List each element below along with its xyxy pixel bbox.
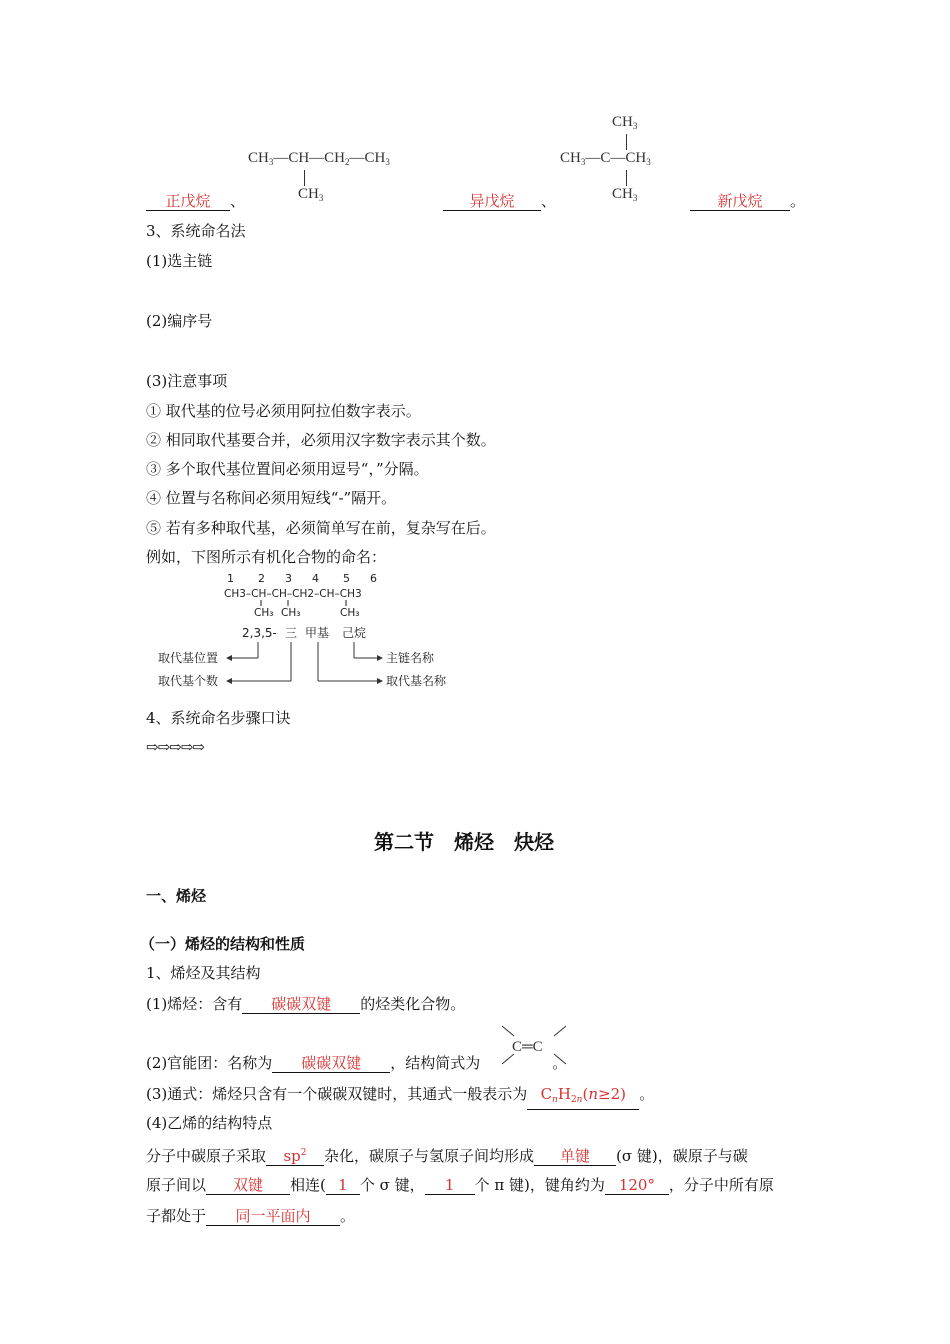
name-positions: 2,3,5- <box>242 626 277 640</box>
label-sub-name: 取代基名称 <box>386 674 447 688</box>
svg-text:C═C: C═C <box>512 1039 543 1055</box>
subsection-heading: （一）烯烃的结构和性质 <box>140 935 306 953</box>
arrow-chain: ⇨⇨⇨⇨⇨ <box>146 738 204 756</box>
answer-same-plane: 同一平面内 <box>206 1207 340 1226</box>
chain-number: 6 <box>370 572 377 585</box>
answer-double-bond-name: 碳碳双键 <box>272 1054 390 1073</box>
separator: 、 <box>230 192 246 210</box>
bond-line <box>304 170 305 186</box>
neopentane-bot: $CH_3$ <box>612 186 638 203</box>
para-line-3: 子都处于 同一平面内 。 <box>146 1207 356 1225</box>
neopentane-mid: $CH_3—C—CH_3$ <box>560 150 651 167</box>
para-line-2: 原子间以 双键 相连( 1 个 σ 键， 1 个 π 键)，键角约为 120° ，分子中所有原 <box>146 1176 774 1194</box>
item-heading: 1、烯烃及其结构 <box>146 964 261 982</box>
rule-2: ② 相同取代基要合并，必须用汉字数字表示其个数。 <box>146 431 496 449</box>
answer-double: 双键 <box>206 1176 290 1195</box>
answer-sp2: $sp^2$ <box>266 1144 324 1166</box>
isopentane-branch: $CH_3$ <box>298 186 324 203</box>
isomer-answer-iso <box>443 190 556 211</box>
answer-double-bond: 碳碳双键 <box>242 995 360 1014</box>
period: 。 <box>790 192 806 210</box>
step-notes: (3)注意事项 <box>146 372 228 390</box>
rule-1: ① 取代基的位号必须用阿拉伯数字表示。 <box>146 402 421 420</box>
answer-single-bond: 单键 <box>534 1147 616 1166</box>
line-functional-group: (2)官能团：名称为 碳碳双键 ，结构简式为 。 <box>146 1054 568 1072</box>
main-chain: CH3–CH–CH–CH2–CH–CH3 <box>224 588 362 600</box>
isomer-answers-row <box>146 190 245 211</box>
chain-number: 2 <box>258 572 265 585</box>
label-main-chain: 主链名称 <box>386 651 435 665</box>
answer-neopentane: 新戊烷 <box>690 192 790 211</box>
answer-n-pentane: 正戊烷 <box>146 192 230 211</box>
chain-number: 4 <box>312 572 319 585</box>
neopentane-top: $CH_3$ <box>612 114 638 131</box>
para-line-1: 分子中碳原子采取 $sp^2$ 杂化，碳原子与氢原子间均形成 单键 (σ 键)，碳原子与碳 <box>146 1144 748 1166</box>
isomer-answer-neo <box>690 190 805 211</box>
chain-number: 3 <box>285 572 292 585</box>
rule-4: ④ 位置与名称间必须用短线“-”隔开。 <box>146 489 397 507</box>
label-sub-position: 取代基位置 <box>158 651 219 665</box>
branch-ch3: CH₃ <box>340 607 360 619</box>
bond-line <box>626 134 627 150</box>
answer-isopentane: 异戊烷 <box>443 192 541 211</box>
step-numbering: (2)编序号 <box>146 312 213 330</box>
name-group: 甲基 <box>305 626 330 640</box>
line-alkene-def: (1)烯烃：含有 碳碳双键 的烃类化合物。 <box>146 995 466 1013</box>
section-heading: 4、系统命名步骤口诀 <box>146 709 291 727</box>
part-heading: 一、烯烃 <box>146 887 207 905</box>
answer-general-formula: $C_nH_{2n}(n\ge 2)$ <box>527 1085 639 1110</box>
branch-ch3: CH₃ <box>254 607 274 619</box>
rule-3: ③ 多个取代基位置间必须用逗号“，”分隔。 <box>146 460 429 478</box>
item-ethene-features: (4)乙烯的结构特点 <box>146 1114 273 1132</box>
branch-ch3: CH₃ <box>281 607 301 619</box>
rule-5: ⑤ 若有多种取代基，必须简单写在前，复杂写在后。 <box>146 519 496 537</box>
name-count: 三 <box>285 626 298 640</box>
answer-bond-angle: 120° <box>605 1176 669 1195</box>
chain-number: 1 <box>227 572 234 585</box>
name-parent: 己烷 <box>342 626 367 640</box>
isopentane-structure: $CH_3—CH—CH_2—CH_3$ <box>248 150 390 167</box>
bond-line <box>626 170 627 186</box>
separator: 、 <box>541 192 557 210</box>
answer-pi-count: 1 <box>425 1176 475 1195</box>
answer-sigma-count: 1 <box>326 1176 360 1195</box>
naming-diagram <box>150 570 470 695</box>
chapter-title: 第二节 烯烃 炔烃 <box>374 830 554 854</box>
section-heading: 3、系统命名法 <box>146 222 246 240</box>
example-intro: 例如，下图所示有机化合物的命名： <box>146 548 387 566</box>
label-sub-count: 取代基个数 <box>158 674 219 688</box>
chain-number: 5 <box>343 572 350 585</box>
step-select-chain: (1)选主链 <box>146 252 213 270</box>
line-general-formula: (3)通式：烯烃只含有一个碳碳双键时，其通式一般表示为 $C_nH_{2n}(n\ge 2)$ 。 <box>146 1083 654 1110</box>
